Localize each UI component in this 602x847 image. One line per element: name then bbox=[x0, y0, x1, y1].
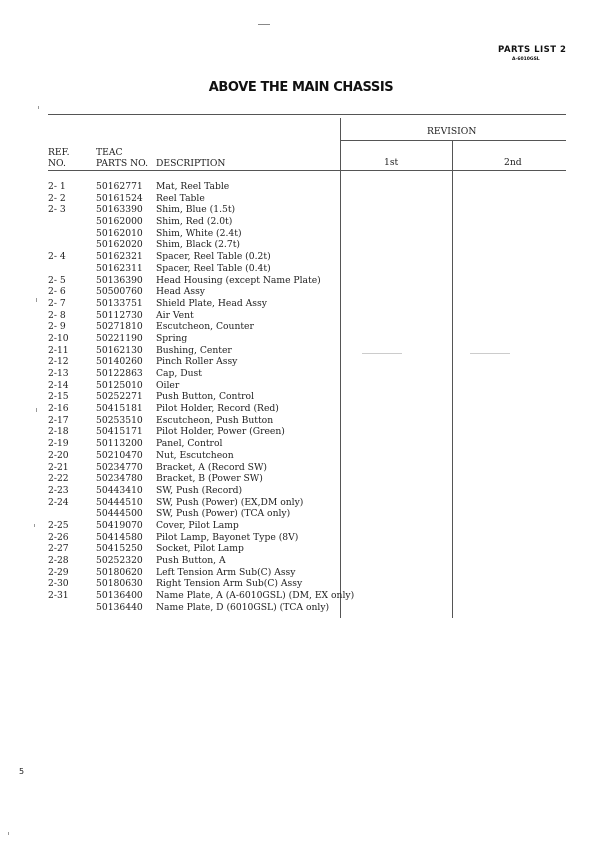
table-row bbox=[0, 228, 602, 240]
table-row bbox=[0, 555, 602, 567]
parts-header-line2: PARTS NO. bbox=[96, 158, 149, 169]
parts-number-cell: 50125010 bbox=[96, 379, 143, 391]
scan-speck bbox=[8, 832, 9, 835]
table-row bbox=[0, 368, 602, 380]
revision-1st-header: 1st bbox=[384, 157, 399, 168]
description-cell: Shim, White (2.4t) bbox=[156, 227, 242, 239]
table-row bbox=[0, 415, 602, 427]
table-row bbox=[0, 438, 602, 450]
ref-cell: 2-12 bbox=[48, 356, 69, 368]
table-row bbox=[0, 473, 602, 485]
ref-cell: 2- 5 bbox=[48, 274, 66, 286]
description-cell: SW, Push (Power) (TCA only) bbox=[156, 508, 291, 520]
table-row bbox=[0, 450, 602, 462]
parts-number-cell: 50136390 bbox=[96, 274, 143, 286]
description-cell: Escutcheon, Counter bbox=[156, 321, 254, 333]
description-cell: Name Plate, A (A-6010GSL) (DM, EX only) bbox=[156, 590, 355, 602]
description-cell: Mat, Reel Table bbox=[156, 181, 230, 192]
table-row bbox=[0, 508, 602, 520]
description-cell: Spacer, Reel Table (0.2t) bbox=[156, 251, 271, 263]
table-row bbox=[0, 251, 602, 263]
ref-cell: 2-24 bbox=[48, 496, 69, 508]
parts-number-cell: 50419070 bbox=[96, 519, 143, 531]
table-row bbox=[0, 391, 602, 403]
parts-number-cell: 50415250 bbox=[96, 543, 143, 555]
table-row bbox=[0, 462, 602, 474]
description-cell: SW, Push (Record) bbox=[156, 484, 243, 496]
table-row bbox=[0, 543, 602, 555]
description-cell: Air Vent bbox=[156, 309, 194, 321]
parts-number-cell: 50500760 bbox=[96, 286, 143, 298]
description-cell: Spacer, Reel Table (0.4t) bbox=[156, 262, 271, 274]
ref-cell: 2- 9 bbox=[48, 321, 66, 333]
parts-number-cell: 50415171 bbox=[96, 426, 143, 438]
description-cell: Panel, Control bbox=[156, 438, 223, 450]
ref-cell: 2-14 bbox=[48, 379, 69, 391]
description-cell: Bracket, B (Power SW) bbox=[156, 473, 263, 485]
ref-cell: 2-25 bbox=[48, 519, 69, 531]
parts-number-cell: 50444500 bbox=[96, 508, 143, 520]
description-cell: Oiler bbox=[156, 379, 180, 391]
parts-number-cell: 50444510 bbox=[96, 496, 143, 508]
revision-label: REVISION bbox=[427, 126, 477, 137]
parts-list-title: PARTS LIST 2 bbox=[498, 45, 567, 55]
top-dash bbox=[258, 24, 270, 25]
description-cell: Bracket, A (Record SW) bbox=[156, 461, 267, 473]
parts-number-cell: 50140260 bbox=[96, 356, 143, 368]
scan-speck bbox=[34, 524, 35, 527]
scan-speck bbox=[36, 298, 37, 302]
parts-number-cell: 50210470 bbox=[96, 449, 143, 461]
parts-number-cell: 50180630 bbox=[96, 578, 143, 590]
parts-number-cell: 50122863 bbox=[96, 368, 143, 379]
description-cell: Right Tension Arm Sub(C) Assy bbox=[156, 578, 303, 590]
description-cell: Nut, Escutcheon bbox=[156, 449, 234, 461]
ref-cell: 2- 7 bbox=[48, 297, 66, 309]
table-row bbox=[0, 403, 602, 415]
parts-number-cell: 50162020 bbox=[96, 239, 143, 251]
table-row bbox=[0, 590, 602, 602]
ref-cell: 2-31 bbox=[48, 590, 69, 602]
ref-cell: 2- 1 bbox=[48, 181, 66, 192]
ref-cell: 2-13 bbox=[48, 368, 69, 379]
parts-number-cell: 50271810 bbox=[96, 321, 143, 333]
parts-number-cell: 50415181 bbox=[96, 403, 143, 415]
table-row bbox=[0, 356, 602, 368]
section-title: ABOVE THE MAIN CHASSIS bbox=[208, 80, 394, 95]
table-row bbox=[0, 345, 602, 357]
parts-number-cell: 50162130 bbox=[96, 344, 143, 356]
parts-number-cell: 50414580 bbox=[96, 531, 143, 543]
description-cell: Head Housing (except Name Plate) bbox=[156, 274, 321, 286]
table-row bbox=[0, 321, 602, 333]
scan-speck bbox=[38, 106, 39, 109]
parts-number-cell: 50162010 bbox=[96, 227, 143, 239]
parts-number-cell: 50234770 bbox=[96, 461, 143, 473]
page-number: 5 bbox=[19, 767, 25, 776]
description-cell: Pilot Lamp, Bayonet Type (8V) bbox=[156, 531, 299, 543]
ref-cell: 2-18 bbox=[48, 426, 69, 438]
ref-cell: 2-17 bbox=[48, 414, 69, 426]
description-cell: Head Assy bbox=[156, 286, 205, 298]
table-row bbox=[0, 239, 602, 251]
parts-number-cell: 50162321 bbox=[96, 251, 143, 263]
table-row bbox=[0, 567, 602, 579]
description-cell: Push Button, Control bbox=[156, 391, 255, 403]
description-cell: Push Button, A bbox=[156, 555, 226, 566]
description-cell: SW, Push (Power) (EX,DM only) bbox=[156, 496, 304, 508]
scan-dots bbox=[362, 353, 402, 354]
ref-cell: 2-19 bbox=[48, 438, 69, 450]
parts-header-line1: TEAC bbox=[96, 147, 123, 158]
ref-cell: 2- 4 bbox=[48, 251, 66, 263]
parts-number-cell: 50136400 bbox=[96, 590, 143, 602]
ref-cell: 2-20 bbox=[48, 449, 69, 461]
ref-cell: 2-15 bbox=[48, 391, 69, 403]
scan-dots bbox=[470, 353, 510, 354]
description-cell: Shim, Black (2.7t) bbox=[156, 239, 240, 251]
parts-number-cell: 50162311 bbox=[96, 262, 143, 274]
revision-rule bbox=[340, 140, 566, 141]
table-row bbox=[0, 485, 602, 497]
parts-number-cell: 50133751 bbox=[96, 297, 143, 309]
model-number: A-6010GSL bbox=[512, 57, 540, 62]
description-cell: Name Plate, D (6010GSL) (TCA only) bbox=[156, 601, 330, 613]
description-cell: Left Tension Arm Sub(C) Assy bbox=[156, 566, 296, 578]
description-cell: Shield Plate, Head Assy bbox=[156, 297, 267, 309]
description-cell: Socket, Pilot Lamp bbox=[156, 543, 244, 555]
parts-table-body bbox=[0, 181, 602, 613]
description-cell: Pilot Holder, Record (Red) bbox=[156, 403, 279, 415]
ref-header-line1: REF. bbox=[48, 147, 70, 158]
parts-number-cell: 50221190 bbox=[96, 332, 143, 344]
ref-cell: 2- 6 bbox=[48, 286, 66, 298]
ref-cell: 2-29 bbox=[48, 566, 69, 578]
description-header: DESCRIPTION bbox=[156, 158, 226, 169]
table-row bbox=[0, 520, 602, 532]
table-row bbox=[0, 181, 602, 193]
ref-header-line2: NO. bbox=[48, 158, 66, 169]
ref-cell: 2-10 bbox=[48, 332, 69, 344]
ref-cell: 2-30 bbox=[48, 578, 69, 590]
ref-cell: 2-26 bbox=[48, 531, 69, 543]
table-row bbox=[0, 333, 602, 345]
ref-cell: 2-23 bbox=[48, 484, 69, 496]
table-row bbox=[0, 204, 602, 216]
ref-cell: 2-22 bbox=[48, 473, 69, 485]
ref-cell: 2-21 bbox=[48, 461, 69, 473]
table-row bbox=[0, 602, 602, 614]
revision-2nd-header: 2nd bbox=[504, 157, 522, 168]
table-top-rule bbox=[48, 114, 566, 115]
description-cell: Spring bbox=[156, 332, 188, 344]
table-row bbox=[0, 286, 602, 298]
parts-number-cell: 50162771 bbox=[96, 181, 143, 192]
table-row bbox=[0, 578, 602, 590]
parts-number-cell: 50163390 bbox=[96, 204, 143, 216]
parts-number-cell: 50161524 bbox=[96, 192, 143, 204]
table-row bbox=[0, 216, 602, 228]
parts-number-cell: 50112730 bbox=[96, 309, 143, 321]
description-cell: Pilot Holder, Power (Green) bbox=[156, 426, 285, 438]
parts-number-cell: 50162000 bbox=[96, 216, 143, 228]
parts-number-cell: 50252320 bbox=[96, 555, 143, 566]
ref-cell: 2-27 bbox=[48, 543, 69, 555]
description-cell: Cover, Pilot Lamp bbox=[156, 519, 239, 531]
parts-number-cell: 50443410 bbox=[96, 484, 143, 496]
description-cell: Shim, Red (2.0t) bbox=[156, 216, 233, 228]
description-cell: Shim, Blue (1.5t) bbox=[156, 204, 236, 216]
description-cell: Pinch Roller Assy bbox=[156, 356, 238, 368]
description-cell: Reel Table bbox=[156, 192, 205, 204]
parts-number-cell: 50180620 bbox=[96, 566, 143, 578]
parts-number-cell: 50252271 bbox=[96, 391, 143, 403]
description-cell: Cap, Dust bbox=[156, 368, 202, 379]
ref-cell: 2-11 bbox=[48, 344, 69, 356]
table-row bbox=[0, 193, 602, 205]
table-row bbox=[0, 380, 602, 392]
table-header-rule bbox=[48, 170, 566, 171]
table-row bbox=[0, 298, 602, 310]
description-cell: Escutcheon, Push Button bbox=[156, 414, 274, 426]
table-row bbox=[0, 497, 602, 509]
ref-cell: 2- 8 bbox=[48, 309, 66, 321]
parts-number-cell: 50253510 bbox=[96, 414, 143, 426]
parts-number-cell: 50113200 bbox=[96, 438, 143, 450]
parts-number-cell: 50234780 bbox=[96, 473, 143, 485]
ref-cell: 2- 2 bbox=[48, 192, 66, 204]
ref-cell: 2-16 bbox=[48, 403, 69, 415]
scan-speck bbox=[36, 408, 37, 412]
table-row bbox=[0, 275, 602, 287]
table-row bbox=[0, 310, 602, 322]
table-row bbox=[0, 532, 602, 544]
ref-cell: 2- 3 bbox=[48, 204, 66, 216]
ref-cell: 2-28 bbox=[48, 555, 69, 566]
table-row bbox=[0, 263, 602, 275]
parts-number-cell: 50136440 bbox=[96, 601, 143, 613]
table-row bbox=[0, 426, 602, 438]
description-cell: Bushing, Center bbox=[156, 344, 232, 356]
